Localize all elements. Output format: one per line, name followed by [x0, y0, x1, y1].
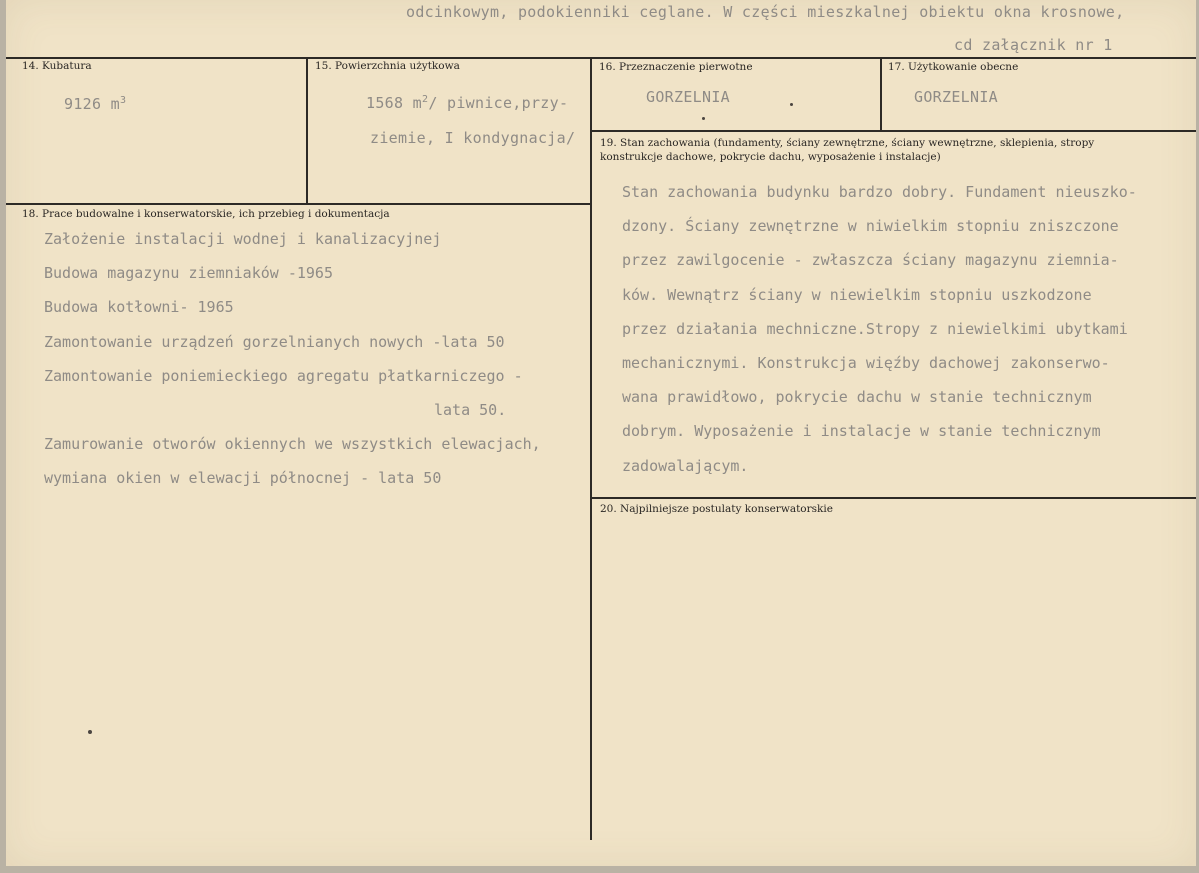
field-16-label: 16. Przeznaczenie pierwotne — [599, 61, 753, 73]
field-16-value: GORZELNIA — [646, 88, 730, 106]
paper-speck — [702, 117, 705, 120]
divider-top — [6, 57, 1196, 59]
field-18-label: 18. Prace budowalne i konserwatorskie, ich przebieg i dokumentacja — [22, 208, 390, 220]
divider-19-top — [590, 130, 1196, 132]
field-18-line: Zamurowanie otworów okiennych we wszystkich elewacjach, — [44, 435, 541, 454]
record-card — [6, 0, 1196, 866]
field-20-label: 20. Najpilniejsze postulaty konserwatorskie — [600, 503, 833, 515]
field-18-text — [44, 222, 541, 496]
field-19-line: Stan zachowania budynku bardzo dobry. Fundament nieuszko- — [622, 183, 1137, 201]
field-19-line: przez zawilgocenie - zwłaszcza ściany magazynu ziemnia- — [622, 251, 1119, 270]
field-19-line: przez działania mechniczne.Stropy z niewielkimi ubytkami — [622, 319, 1128, 338]
paper-speck — [88, 730, 92, 734]
divider-16-17 — [880, 57, 882, 130]
top-typed-line-2: cd załącznik nr 1 — [954, 36, 1113, 54]
field-15-value-line2: ziemie, I kondygnacja/ — [370, 129, 576, 147]
field-15-label: 15. Powierzchnia użytkowa — [315, 60, 460, 72]
field-18-line: Zamontowanie urządzeń gorzelnianych nowych -lata 50 — [44, 332, 505, 351]
divider-20-top — [590, 497, 1196, 499]
field-17-value: GORZELNIA — [914, 88, 998, 106]
paper-speck — [790, 103, 793, 106]
field-14-value: 9126 $m^3$ — [64, 95, 127, 113]
field-18-line: Zamontowanie poniemieckiego agregatu płatkarniczego - — [44, 366, 523, 385]
field-17-label: 17. Użytkowanie obecne — [888, 61, 1019, 73]
field-19-label-line1: 19. Stan zachowania (fundamenty, ściany zewnętrzne, ściany wewnętrzne, sklepienia, stropy — [600, 137, 1095, 149]
field-15-value: 1568 $m^2/$ piwnice,przy- — [366, 94, 569, 112]
field-19-line: wana prawidłowo, pokrycie dachu w stanie technicznym — [622, 388, 1092, 407]
field-18-line: Budowa kotłowni- 1965 — [44, 298, 234, 317]
divider-center — [590, 57, 592, 840]
divider-18-top — [6, 203, 592, 205]
field-18-line: Założenie instalacji wodnej i kanalizacyjnej — [44, 230, 442, 248]
field-19-line: dzony. Ściany zewnętrzne w niwielkim stopniu zniszczone — [622, 217, 1119, 236]
field-19-line: ków. Wewnątrz ściany w niewielkim stopniu uszkodzone — [622, 285, 1092, 304]
top-typed-line-1: odcinkowym, podokienniki ceglane. W części mieszkalnej obiektu okna krosnowe, — [406, 3, 1125, 21]
field-19-line: mechanicznymi. Konstrukcja więźby dachowej zakonserwo- — [622, 353, 1110, 372]
field-19-label-line2: konstrukcje dachowe, pokrycie dachu, wyposażenie i instalacje) — [600, 151, 941, 163]
field-14-label: 14. Kubatura — [22, 60, 92, 72]
field-19-line: dobrym. Wyposażenie i instalacje w stanie technicznym — [622, 422, 1101, 441]
field-19-text — [622, 175, 1137, 483]
field-19-line: zadowalającym. — [622, 456, 749, 475]
field-18-line: wymiana okien w elewacji północnej - lata 50 — [44, 469, 442, 488]
divider-14-15 — [306, 57, 308, 203]
field-18-line: Budowa magazynu ziemniaków -1965 — [44, 264, 333, 283]
field-18-line: lata 50. — [434, 400, 507, 419]
